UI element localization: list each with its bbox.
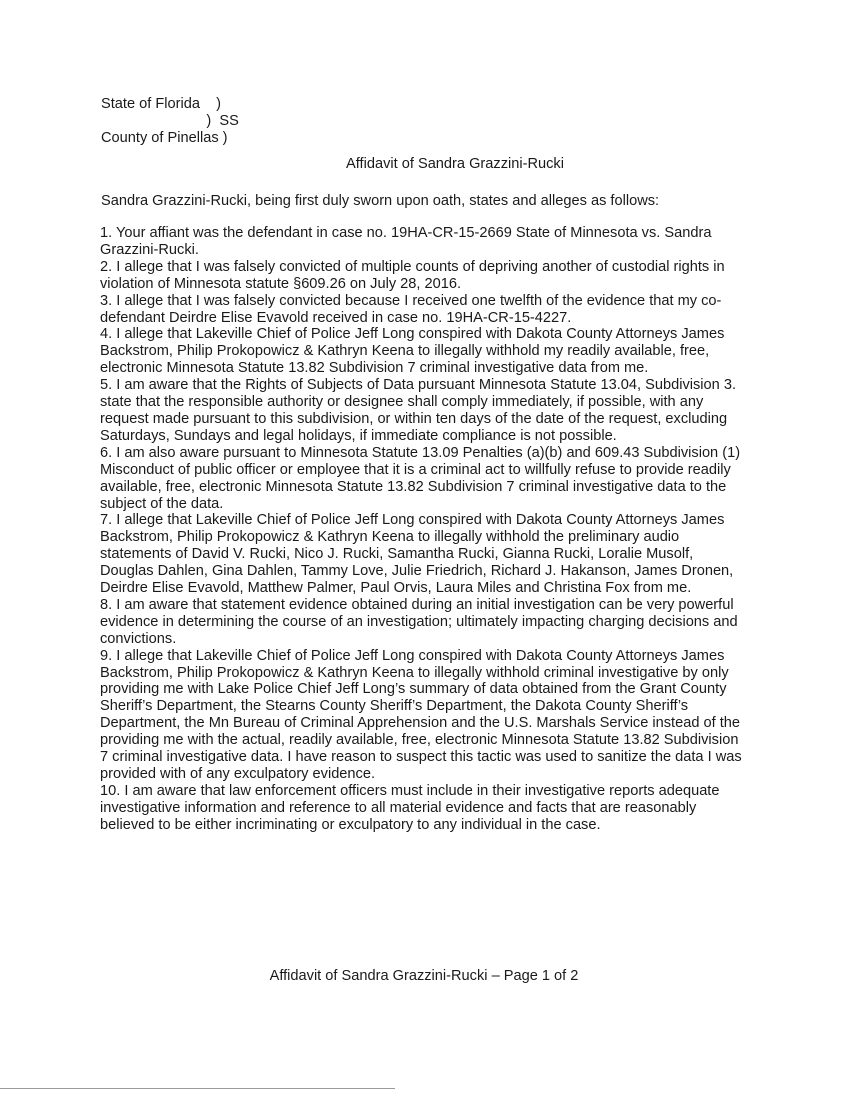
paragraph-6: 6. I am also aware pursuant to Minnesota Statute 13.09 Penalties (a)(b) and 609.43 Subdivision (1) Misconduct of public officer or employee that it is a criminal act to willfully refuse to provide readily available, free, electronic Minnesota Statute 13.82 Subdivision 7 criminal investigative data to the subject of the data.: [100, 444, 741, 512]
scan-edge-line: [0, 1088, 395, 1089]
page-footer: Affidavit of Sandra Grazzini-Rucki – Page 1 of 2: [269, 968, 579, 984]
caption-county-line: County of Pinellas ): [101, 130, 228, 146]
document-title: Affidavit of Sandra Grazzini-Rucki: [346, 156, 564, 172]
venue-caption: [101, 96, 239, 147]
paragraph-10: 10. I am aware that law enforcement officers must include in their investigative reports adequate investigative information and reference to all material evidence and facts that are reasonably believed to be either incriminating or exculpatory to any individual in the case.: [100, 782, 720, 833]
paragraph-7: 7. I allege that Lakeville Chief of Police Jeff Long conspired with Dakota County Attorneys James Backstrom, Philip Prokopowicz & Kathryn Keena to illegally withhold the preliminary audio statements of David V. Rucki, Nico J. Rucki, Samantha Rucki, Gianna Rucki, Loralie Musolf, Douglas Dahlen, Gina Dahlen, Tammy Love, Julie Friedrich, Richard J. Hakanson, James Dronen, Deirdre Elise Evavold, Matthew Palmer, Paul Orvis, Laura Miles and Christina Fox from me.: [100, 512, 734, 597]
intro-statement: Sandra Grazzini-Rucki, being first duly sworn upon oath, states and alleges as follows:: [101, 193, 660, 209]
paragraph-4: 4. I allege that Lakeville Chief of Police Jeff Long conspired with Dakota County Attorneys James Backstrom, Philip Prokopowicz & Kathryn Keena to illegally withhold my readily available, free, electronic Minnesota Statute 13.82 Subdivision 7 criminal investigative data from me.: [100, 326, 725, 377]
allegations-list: [100, 225, 750, 834]
caption-state-line: State of Florida ): [101, 96, 222, 112]
caption-ss-line: ) SS: [101, 113, 239, 129]
paragraph-1: 1. Your affiant was the defendant in case no. 19HA-CR-15-2669 State of Minnesota vs. Sandra Grazzini-Rucki.: [100, 225, 712, 258]
paragraph-2: 2. I allege that I was falsely convicted of multiple counts of depriving another of custodial rights in violation of Minnesota statute §609.26 on July 28, 2016.: [100, 258, 725, 292]
paragraph-3: 3. I allege that I was falsely convicted because I received one twelfth of the evidence that my co-defendant Deirdre Elise Evavold received in case no. 19HA-CR-15-4227.: [100, 292, 722, 326]
paragraph-5: 5. I am aware that the Rights of Subjects of Data pursuant Minnesota Statute 13.04, Subdivision 3. state that the responsible authority or designee shall comply immediately, if possible, with any request made pursuant to this subdivision, or within ten days of the date of the request, excluding Saturdays, Sundays and legal holidays, if immediate compliance is not possible.: [100, 377, 737, 444]
paragraph-9: 9. I allege that Lakeville Chief of Police Jeff Long conspired with Dakota County Attorneys James Backstrom, Philip Prokopowicz & Kathryn Keena to illegally withhold criminal investigative by only providing me with Lake Police Chief Jeff Long’s summary of data obtained from the Grant County Sheriff’s Department, the Stearns County Sheriff’s Department, the Dakota County Sheriff’s Department, the Mn Bureau of Criminal Apprehension and the U.S. Marshals Service instead of the providing me with the actual, readily available, free, electronic Minnesota Statute 13.82 Subdivision 7 criminal investigative data. I have reason to suspect this tactic was used to sanitize the data I was provided with of any exculpatory evidence.: [100, 647, 742, 782]
paragraph-8: 8. I am aware that statement evidence obtained during an initial investigation can be very powerful evidence in determining the course of an investigation; ultimately impacting charging decisions and convictions.: [100, 596, 738, 647]
